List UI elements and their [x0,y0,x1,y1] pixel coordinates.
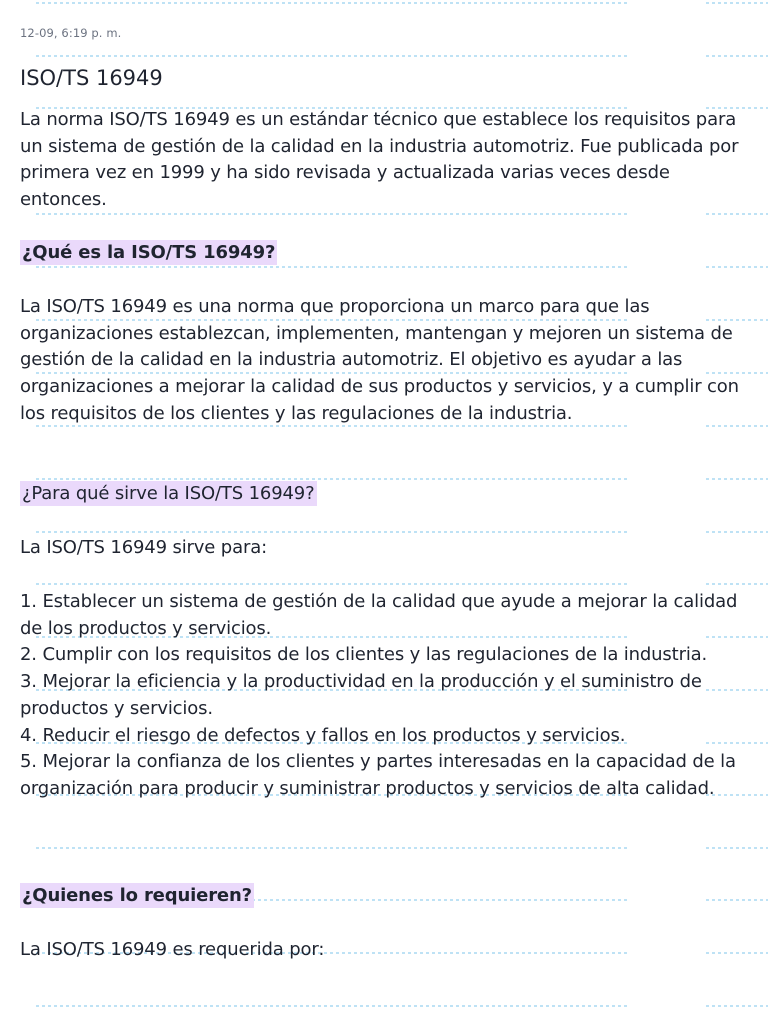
list-item: 5. Mejorar la confianza de los clientes y partes interesadas en la capacidad de la organización para producir y suministrar productos y servicios de alta calidad. [20,751,736,799]
section-heading-text: ¿Quienes lo requieren? [22,885,252,906]
list-item: 3. Mejorar la eficiencia y la productividad en la producción y el suministro de productos y servicios. [20,671,702,719]
note-timestamp: 12-09, 6:19 p. m. [20,26,122,40]
section-heading-who [20,883,748,910]
intro-paragraph: La norma ISO/TS 16949 es un estándar técnico que establece los requisitos para un sistema de gestión de la calidad en la industria automotriz. Fue publicada por primera vez en 1999 y ha sido revisada y actualizada varias veces desde entonces. [20,109,739,211]
note-title: ISO/TS 16949 [20,66,163,90]
list-item: 4. Reducir el riesgo de defectos y fallos en los productos y servicios. [20,724,626,746]
section-body-what: La ISO/TS 16949 es una norma que proporciona un marco para que las organizaciones establezcan, implementen, mantengan y mejoren un sistema de gestión de la calidad en la industria automotriz. El objetivo es ayudar a las organizaciones a mejorar la calidad de sus productos y servicios, y a cumplir con los requisitos de los clientes y las regulaciones de la industria. [20,296,739,424]
section-heading-text: ¿Qué es la ISO/TS 16949? [22,242,276,263]
section-heading-what [20,240,748,267]
list-item: 1. Establecer un sistema de gestión de la calidad que ayude a mejorar la calidad de los productos y servicios. [20,591,738,639]
purpose-list [20,589,748,803]
list-item: 2. Cumplir con los requisitos de los clientes y las regulaciones de la industria. [20,644,708,666]
section-body-who: La ISO/TS 16949 es requerida por: [20,939,325,960]
section-heading-text: ¿Para qué sirve la ISO/TS 16949? [22,483,315,504]
section-body-purpose: La ISO/TS 16949 sirve para: [20,537,268,558]
section-heading-purpose [20,481,748,508]
